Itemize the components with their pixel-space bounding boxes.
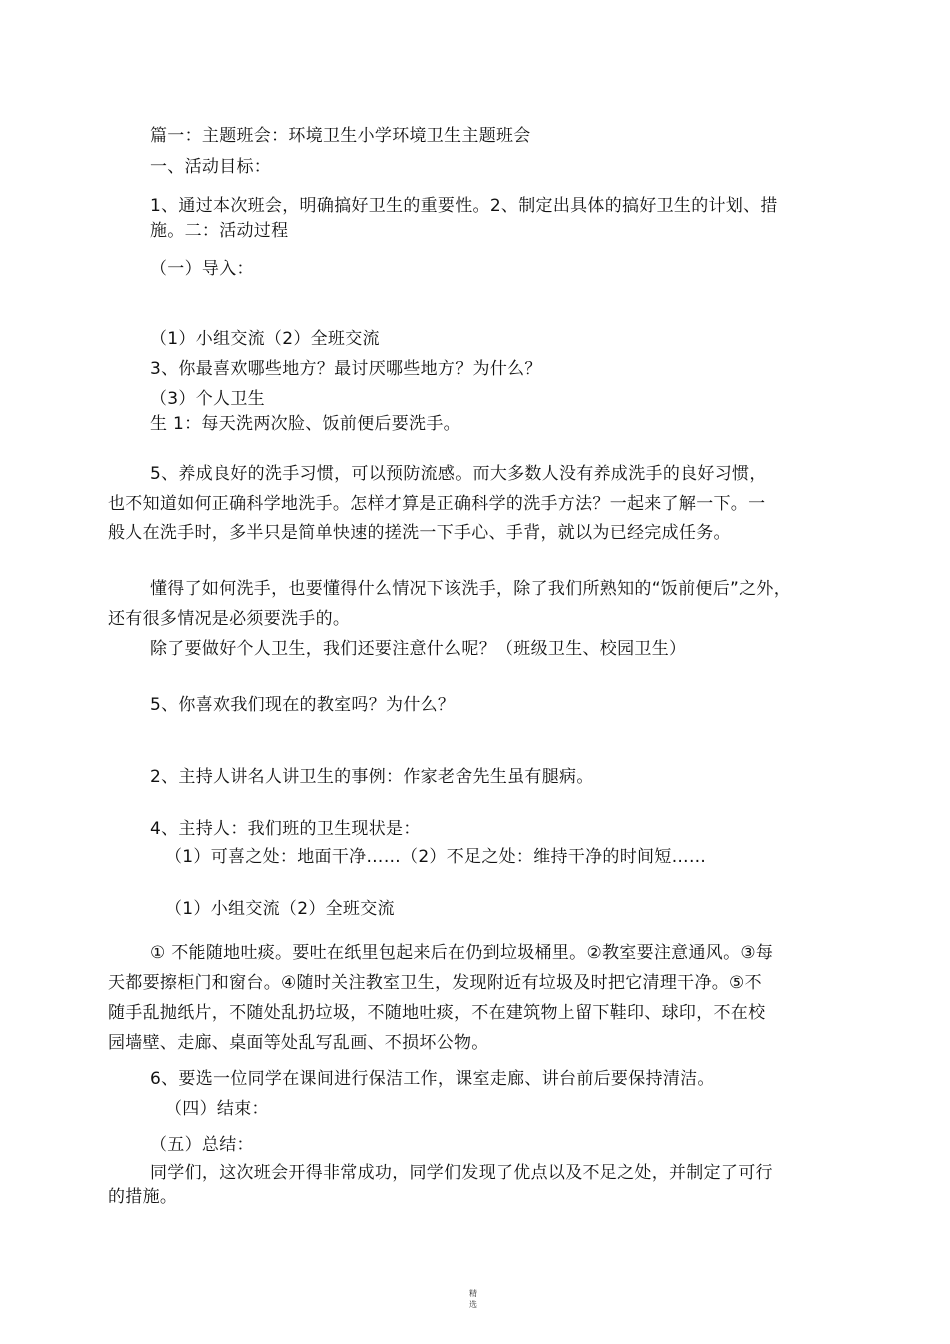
paragraph-line: 2、主持人讲名人讲卫生的事例：作家老舍先生虽有腿病。 [150, 767, 594, 787]
paragraph-line: 5、你喜欢我们现在的教室吗？为什么？ [150, 695, 456, 715]
paragraph-line: 1、通过本次班会，明确搞好卫生的重要性。2、制定出具体的搞好卫生的计划、措 [150, 196, 778, 216]
paragraph-line: （1）小组交流（2）全班交流 [165, 899, 395, 919]
paragraph-line: 也不知道如何正确科学地洗手。怎样才算是正确科学的洗手方法？一起来了解一下。一 [108, 494, 766, 514]
page-footer: 精选 [469, 1289, 477, 1309]
paragraph-line: 3、你最喜欢哪些地方？最讨厌哪些地方？为什么？ [150, 359, 542, 379]
section-heading: 一、活动目标： [150, 157, 272, 177]
paragraph-line: 园墙壁、走廊、桌面等处乱写乱画、不损坏公物。 [108, 1033, 489, 1053]
paragraph-line: 同学们，这次班会开得非常成功，同学们发现了优点以及不足之处，并制定了可行 [150, 1163, 773, 1183]
paragraph-line: 懂得了如何洗手，也要懂得什么情况下该洗手，除了我们所熟知的“饭前便后”之外， [150, 579, 792, 599]
section-heading: （一）导入： [150, 259, 254, 279]
paragraph-line: 6、要选一位同学在课间进行保洁工作，课室走廊、讲台前后要保持清洁。 [150, 1069, 715, 1089]
section-heading: （四）结束： [165, 1099, 269, 1119]
paragraph-line: 生 1：每天洗两次脸、饭前便后要洗手。 [150, 414, 461, 434]
paragraph-line: （1）小组交流（2）全班交流 [150, 329, 380, 349]
paragraph-line: 5、养成良好的洗手习惯，可以预防流感。而大多数人没有养成洗手的良好习惯， [150, 464, 767, 484]
section-heading: （3）个人卫生 [150, 389, 265, 409]
paragraph-line: （1）可喜之处：地面干净……（2）不足之处：维持干净的时间短…… [165, 847, 707, 867]
paragraph-line: ① 不能随地吐痰。要吐在纸里包起来后在仍到垃圾桶里。②教室要注意通风。③每 [150, 943, 774, 963]
paragraph-line: 4、主持人：我们班的卫生现状是： [150, 819, 421, 839]
paragraph-line: 天都要擦柜门和窗台。④随时关注教室卫生，发现附近有垃圾及时把它清理干净。⑤不 [108, 973, 762, 993]
doc-title: 篇一：主题班会：环境卫生小学环境卫生主题班会 [150, 126, 531, 146]
paragraph-line: 除了要做好个人卫生，我们还要注意什么呢？（班级卫生、校园卫生） [150, 639, 687, 659]
section-heading: （五）总结： [150, 1135, 254, 1155]
paragraph-line: 还有很多情况是必须要洗手的。 [108, 609, 351, 629]
paragraph-line: 施。二：活动过程 [150, 221, 289, 241]
paragraph-line: 般人在洗手时，多半只是简单快速的搓洗一下手心、手背，就以为已经完成任务。 [108, 523, 731, 543]
paragraph-line: 随手乱抛纸片，不随处乱扔垃圾，不随地吐痰，不在建筑物上留下鞋印、球印，不在校 [108, 1003, 766, 1023]
paragraph-line: 的措施。 [108, 1187, 178, 1207]
